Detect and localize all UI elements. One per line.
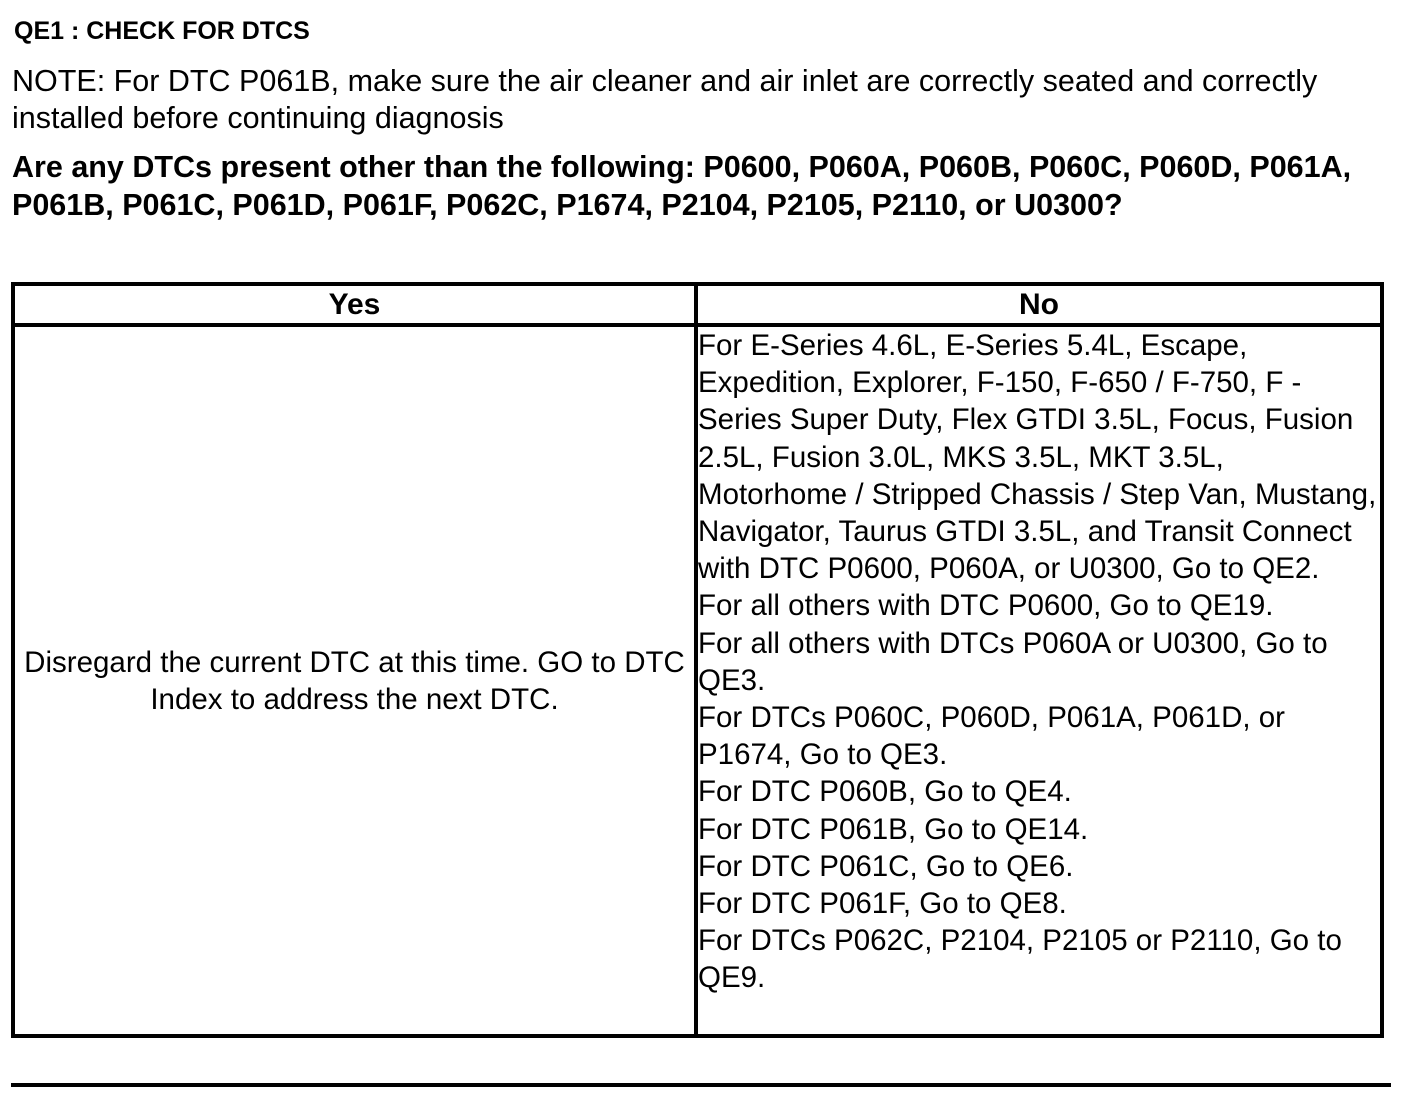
no-action-cell [696,325,1382,1036]
bottom-divider [11,1083,1391,1087]
yes-column-header: Yes [13,284,696,325]
no-action-line: For E-Series 4.6L, E-Series 5.4L, Escape, Expedition, Explorer, F-150, F-650 / F-750, F -Series Super Duty, Flex GTDI 3.5L, Focus, Fusion 2.5L, Fusion 3.0L, MKS 3.5L, MKT 3.5L, Motorhome / Stripped Chassis / Step Van, Mustang, Navigator, Taurus GTDI 3.5L, and Transit Connect with DTC P0600, P060A, or U0300, Go to QE2. [698,329,1377,586]
no-action-line: For DTC P061C, Go to QE6. [698,849,1074,883]
yes-action-cell [13,325,696,1036]
no-action-line: For DTCs P062C, P2104, P2105 or P2110, Go to QE9. [698,924,1342,995]
diagnostic-question: Are any DTCs present other than the following: P0600, P060A, P060B, P060C, P060D, P061A, P061B, P061C, P061D, P061F, P062C, P1674, P2104, P2105, P2110, or U0300? [12,150,1352,222]
step-heading: QE1 : CHECK FOR DTCS [14,17,310,45]
no-column-header: No [696,284,1382,325]
table-header-row [13,284,1382,325]
no-action-line: For DTCs P060C, P060D, P061A, P061D, or P1674, Go to QE3. [698,701,1285,772]
no-action-line: For all others with DTC P0600, Go to QE19. [698,589,1274,623]
no-action-line: For DTC P061B, Go to QE14. [698,812,1089,846]
yes-action-text: Disregard the current DTC at this time. GO to DTC Index to address the next DTC. [24,645,685,716]
no-action-line: For DTC P061F, Go to QE8. [698,887,1067,921]
no-action-line: For all others with DTCs P060A or U0300, Go to QE3. [698,626,1328,697]
diagnostic-note: NOTE: For DTC P061B, make sure the air cleaner and air inlet are correctly seated and correctly installed before continuing diagnosis [12,64,1318,135]
table-row [13,325,1382,1036]
yes-no-table [11,282,1384,1038]
no-action-line: For DTC P060B, Go to QE4. [698,775,1072,809]
